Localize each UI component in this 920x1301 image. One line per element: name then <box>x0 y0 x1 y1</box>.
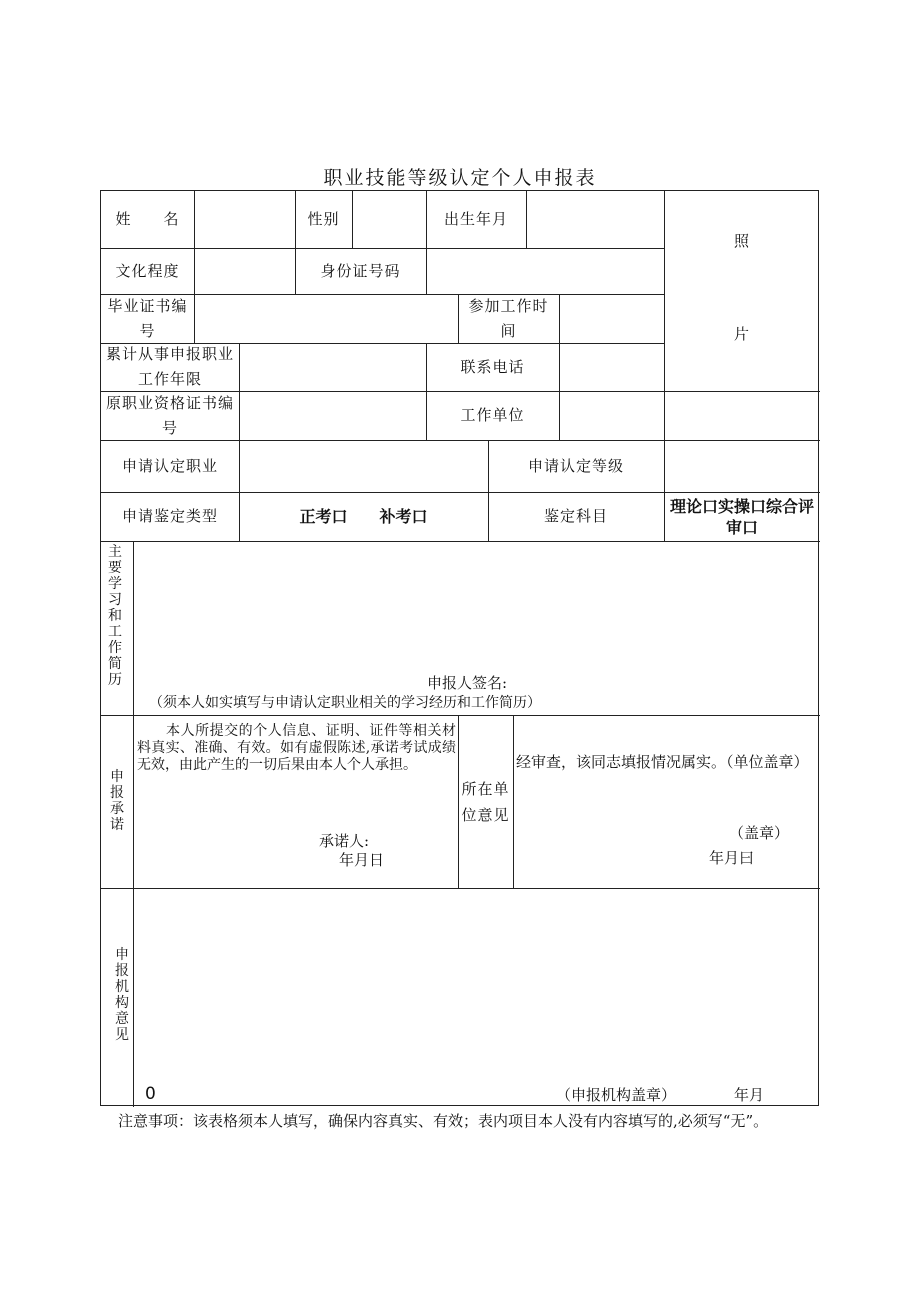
education-label: 文化程度 <box>115 261 180 280</box>
agency-date: 年月 <box>734 1086 765 1104</box>
name-label: 姓 名 <box>115 210 180 228</box>
exam-type-options[interactable]: 正考口 补考口 <box>299 507 428 526</box>
years-in-profession-value[interactable] <box>239 343 426 391</box>
employer-value[interactable] <box>559 391 820 440</box>
phone-label: 联系电话 <box>460 357 525 376</box>
applied-profession-label: 申请认定职业 <box>121 456 218 475</box>
resume-signature: 申报人签名: <box>427 674 508 692</box>
years-in-profession-label: 累计从事申报职业工作年限 <box>105 345 234 388</box>
pledge-signer: 承诺人: <box>319 832 370 850</box>
original-cert-value[interactable] <box>239 391 426 440</box>
work-start-label: 参加工作时间 <box>468 296 549 340</box>
agency-opinion-label: 申报机构意见 <box>115 947 129 1043</box>
unit-opinion-label: 所在单位意见 <box>461 779 510 824</box>
unit-seal: （盖章） <box>729 824 790 842</box>
applied-level-label: 申请认定等级 <box>527 456 624 475</box>
unit-date: 年月曰 <box>709 849 755 867</box>
unit-opinion-text: 经审查，该同志填报情况属实。（单位盖章） <box>516 753 809 771</box>
id-number-label: 身份证号码 <box>320 261 401 280</box>
birth-value[interactable] <box>526 191 664 248</box>
pledge-date: 年月日 <box>339 851 385 869</box>
appraisal-type-label: 申请鉴定类型 <box>121 507 218 525</box>
work-start-value[interactable] <box>559 294 664 343</box>
birth-label: 出生年月 <box>443 210 508 228</box>
gender-label: 性别 <box>307 210 340 228</box>
agency-zero: 0 <box>145 1084 156 1104</box>
id-number-value[interactable] <box>426 248 664 294</box>
original-cert-label: 原职业资格证书编号 <box>105 393 234 437</box>
diploma-number-value[interactable] <box>194 294 458 343</box>
resume-label: 主要学习和工作简历 <box>108 544 122 688</box>
photo-area: 照 片 <box>733 232 750 343</box>
name-value[interactable] <box>194 191 295 248</box>
subject-options[interactable]: 理论口实操口综合评审口 <box>669 496 814 537</box>
application-form-table <box>100 190 819 1106</box>
resume-instruction: （须本人如实填写与申请认定职业相关的学习经历和工作简历） <box>149 695 541 711</box>
phone-value[interactable] <box>559 343 664 391</box>
agency-seal: （申报机构盖章） <box>556 1086 677 1104</box>
gender-value[interactable] <box>352 191 426 248</box>
applied-profession-value[interactable] <box>239 440 488 492</box>
form-title: 职业技能等级认定个人申报表 <box>323 167 597 189</box>
employer-label: 工作单位 <box>460 406 525 424</box>
applied-level-value[interactable] <box>664 440 820 492</box>
diploma-number-label: 毕业证书编号 <box>107 296 188 340</box>
pledge-text: 本人所提交的个人信息、证明、证件等相关材料真实、准确、有效。如有虚假陈述,承诺考试成绩无效，由此产生的一切后果由本人个人承担。 <box>137 723 456 773</box>
form-note: 注意事项：该表格须本人填写，确保内容真实、有效；表内项目本人没有内容填写的,必须写“无”。 <box>118 1112 769 1130</box>
pledge-label: 申报承诺 <box>110 769 124 833</box>
education-value[interactable] <box>194 248 295 294</box>
appraisal-subject-label: 鉴定科目 <box>543 507 608 525</box>
